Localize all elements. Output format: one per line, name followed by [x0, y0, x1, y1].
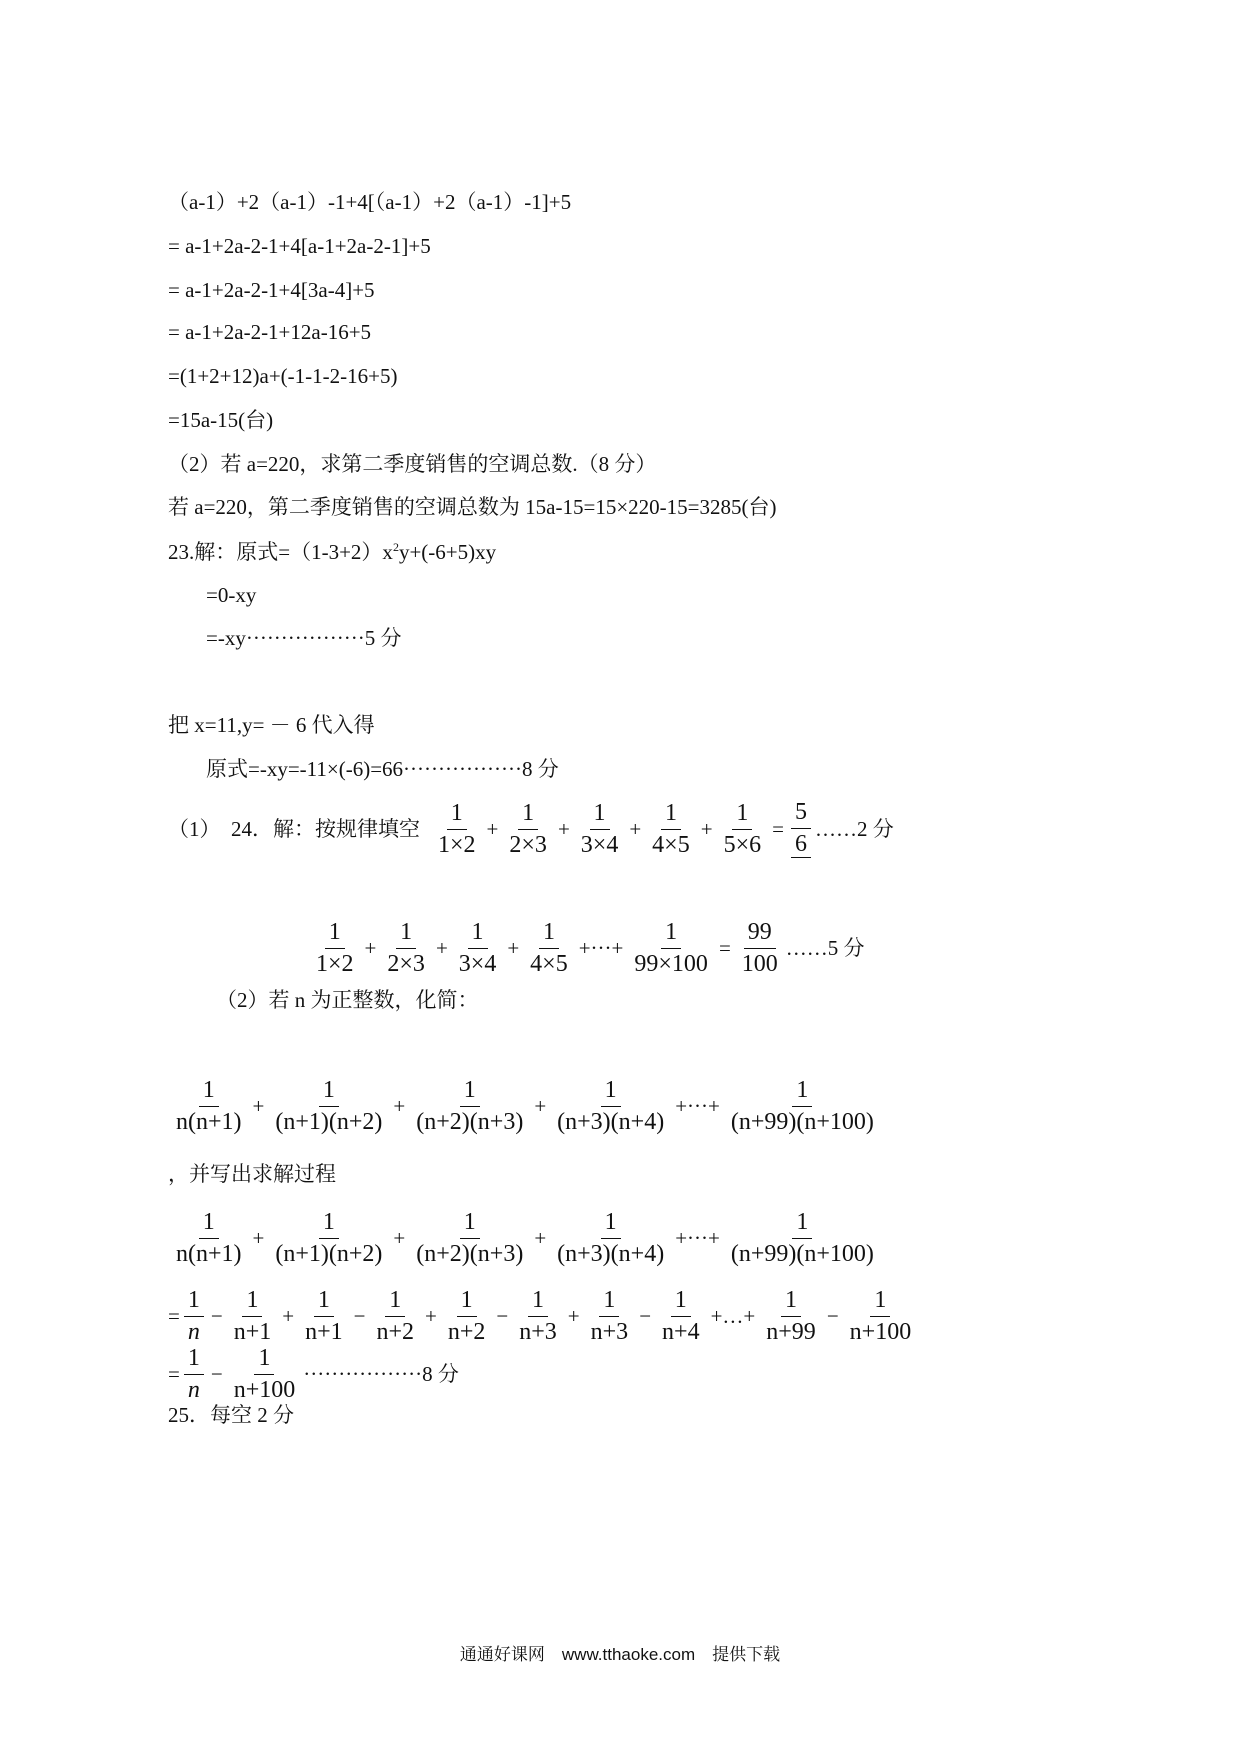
- fraction: $\frac{1}{n+1}$: [305, 1287, 343, 1346]
- ellipsis: +…+: [710, 1304, 756, 1329]
- fraction: $\frac{1}{99\times 100}$: [634, 919, 708, 978]
- fraction: $\frac{1}{3\times 4}$: [458, 919, 497, 978]
- fraction-answer: $\frac{5}{6}$: [791, 800, 811, 858]
- fraction: $\frac{1}{n}$: [184, 1346, 204, 1403]
- fraction: $\frac{1}{2\times 3}$: [509, 799, 547, 858]
- fraction: $\frac{1}{n+99}$: [766, 1287, 816, 1346]
- q24-split-line: = $\frac{1}{n}$ − $\frac{1}{n+1}$ + $\frac{1}{n+1}$ − $\frac{1}{n+2}$ + $\frac{1}{n+2}$ − $\frac{1}{n+3}$ + $\frac{1}{n+3}$ − $\frac{1}{n+4}$ +…+ $\frac{1}{n+99}$ − $\frac{1}{n+100}$: [168, 1288, 919, 1345]
- q23-result: 原式=-xy=-11×(-6)=66·················8 分: [206, 757, 559, 781]
- fraction: $\frac{1}{(n+99)(n+100)}$: [730, 1209, 874, 1268]
- q24-row-1: （1） 24．解：按规律填空 $\frac{1}{1\times 2}$ + $\frac{1}{2\times 3}$ + $\frac{1}{3\times 4}$ + $\frac{1}{4\times 5}$ + $\frac{1}{5\times 6}$ = $\frac{5}{6}$ ……2 分: [168, 799, 894, 858]
- q24-row-2: $\frac{1}{1\times 2}$ + $\frac{1}{2\times 3}$ + $\frac{1}{3\times 4}$ + $\frac{1}{4\times 5}$ +···+ $\frac{1}{99\times 100}$ = $\frac{99}{100}$ ……5 分: [308, 920, 865, 977]
- fraction: $\frac{1}{(n+1)(n+2)}$: [275, 1077, 383, 1136]
- fraction: $\frac{1}{n+2}$: [447, 1287, 486, 1346]
- q22-part2-answer: 若 a=220，第二季度销售的空调总数为 15a-15=15×220-15=3285(台): [168, 495, 777, 519]
- q22-part2-question: （2）若 a=220，求第二季度销售的空调总数.（8 分）: [168, 452, 657, 476]
- q22-line-6: =15a-15(台): [168, 408, 274, 432]
- ellipsis: +···+: [578, 936, 624, 961]
- q24-row-1-prefix: （1） 24．解：按规律填空: [168, 816, 420, 841]
- fraction: $\frac{1}{n+100}$: [233, 1345, 296, 1404]
- q23-line-1-a: 23.解：原式=（1-3+2）x: [168, 540, 393, 564]
- fraction: $\frac{1}{(n+2)(n+3)}$: [416, 1209, 524, 1268]
- fraction: $\frac{1}{(n+3)(n+4)}$: [557, 1077, 665, 1136]
- q22-line-4: = a-1+2a-2-1+12a-16+5: [168, 320, 372, 344]
- fraction: $\frac{1}{4\times 5}$: [530, 919, 568, 978]
- fraction-answer: $\frac{99}{100}$: [741, 919, 778, 978]
- q24-row-1-score: ……2 分: [814, 816, 894, 841]
- fraction: $\frac{1}{1\times 2}$: [316, 919, 354, 978]
- q24-row-2-score: ……5 分: [785, 936, 865, 961]
- fraction: $\frac{1}{2\times 3}$: [387, 919, 425, 978]
- fraction: $\frac{1}{n}$: [184, 1288, 204, 1345]
- fraction: $\frac{1}{n+1}$: [233, 1287, 272, 1346]
- fraction: $\frac{1}{n(n+1)}$: [176, 1209, 242, 1268]
- q22-line-2: = a-1+2a-2-1+4[a-1+2a-2-1]+5: [168, 234, 431, 258]
- q23-exponent: 2: [392, 540, 399, 554]
- fraction: $\frac{1}{(n+2)(n+3)}$: [416, 1077, 524, 1136]
- fraction: $\frac{1}{n+4}$: [662, 1287, 700, 1346]
- q24-process-text: ，并写出求解过程: [168, 1162, 336, 1186]
- fraction: $\frac{1}{n+3}$: [519, 1287, 557, 1346]
- q22-line-5: =(1+2+12)a+(-1-1-2-16+5): [168, 364, 398, 388]
- q22-line-3: = a-1+2a-2-1+4[3a-4]+5: [168, 278, 375, 302]
- q23-line-1-b: y+(-6+5)xy: [398, 540, 497, 564]
- ellipsis: +···+: [675, 1094, 720, 1119]
- fraction: $\frac{1}{5\times 6}$: [723, 799, 762, 858]
- q24-part2-question: （2）若 n 为正整数，化简：: [216, 988, 479, 1012]
- fraction: $\frac{1}{n+3}$: [590, 1287, 629, 1346]
- q23-line-1: [168, 541, 496, 563]
- fraction: $\frac{1}{n(n+1)}$: [176, 1077, 242, 1136]
- fraction: $\frac{1}{3\times 4}$: [580, 799, 619, 858]
- fraction: $\frac{1}{1\times 2}$: [438, 799, 476, 858]
- q23-line-2: =0-xy: [206, 583, 257, 607]
- fraction: $\frac{1}{(n+1)(n+2)}$: [275, 1209, 383, 1268]
- q23-substitute: 把 x=11,y= － 6 代入得: [168, 713, 375, 737]
- fraction: $\frac{1}{n+2}$: [376, 1287, 415, 1346]
- fraction: $\frac{1}{(n+99)(n+100)}$: [730, 1077, 874, 1136]
- fraction: $\frac{1}{(n+3)(n+4)}$: [557, 1209, 665, 1268]
- q25-line: 25．每空 2 分: [168, 1403, 294, 1427]
- fraction: $\frac{1}{4\times 5}$: [652, 799, 690, 858]
- ellipsis: +···+: [675, 1226, 720, 1251]
- q24-final-score: ·················8 分: [303, 1362, 459, 1387]
- q24-expression-repeat: $\frac{1}{n(n+1)}$ + $\frac{1}{(n+1)(n+2)}$ + $\frac{1}{(n+2)(n+3)}$ + $\frac{1}{(n+3)(n+4)}$ +···+ $\frac{1}{(n+99)(n+100)}$: [168, 1210, 882, 1267]
- q24-expression: $\frac{1}{n(n+1)}$ + $\frac{1}{(n+1)(n+2)}$ + $\frac{1}{(n+2)(n+3)}$ + $\frac{1}{(n+3)(n+4)}$ +···+ $\frac{1}{(n+99)(n+100)}$: [168, 1078, 882, 1135]
- page-footer: 通通好课网 www.tthaoke.com 提供下载: [459, 1645, 781, 1664]
- q22-line-1: （a-1）+2（a-1）-1+4[（a-1）+2（a-1）-1]+5: [168, 190, 572, 214]
- q23-line-3: =-xy·················5 分: [206, 626, 402, 650]
- q24-final-line: = $\frac{1}{n}$ − $\frac{1}{n+100}$ ·················8 分: [168, 1345, 459, 1404]
- fraction: $\frac{1}{n+100}$: [849, 1287, 912, 1346]
